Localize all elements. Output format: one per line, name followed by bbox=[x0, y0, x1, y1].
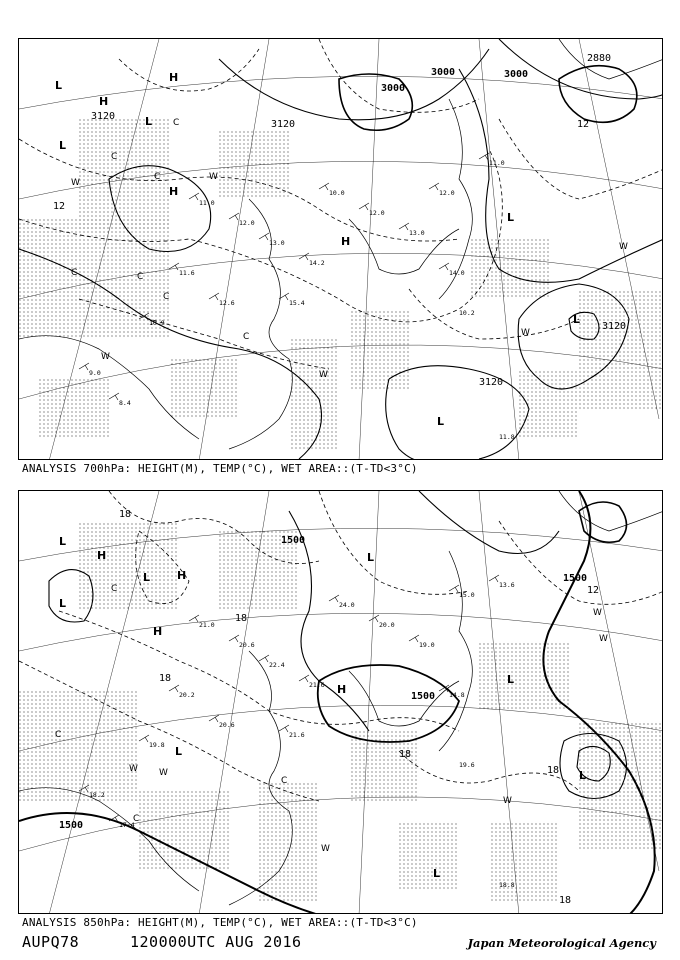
svg-text:13.0: 13.0 bbox=[409, 229, 425, 237]
svg-text:20.2: 20.2 bbox=[179, 691, 195, 699]
high-center: H bbox=[177, 569, 187, 582]
svg-text:17.4: 17.4 bbox=[119, 821, 135, 829]
warm-mark: W bbox=[159, 768, 168, 778]
svg-text:11.0: 11.0 bbox=[199, 199, 215, 207]
warm-mark: W bbox=[619, 242, 628, 252]
high-center: H bbox=[169, 71, 179, 84]
low-center: L bbox=[59, 597, 67, 610]
low-center: L bbox=[573, 313, 581, 326]
svg-text:9.0: 9.0 bbox=[89, 369, 101, 377]
low-center: L bbox=[55, 79, 63, 92]
svg-text:15.4: 15.4 bbox=[289, 299, 305, 307]
cold-mark: C bbox=[71, 268, 78, 278]
temp-label: 18 bbox=[235, 613, 248, 624]
svg-text:10.2: 10.2 bbox=[459, 309, 475, 317]
height-label: 3120 bbox=[602, 321, 627, 332]
height-label: 1500 bbox=[59, 820, 84, 831]
panel-caption-700hpa: ANALYSIS 700hPa: HEIGHT(M), TEMP(°C), WET AREA::(T-TD<3°C) bbox=[22, 462, 418, 475]
warm-mark: W bbox=[101, 352, 110, 362]
temp-label: 12 bbox=[577, 119, 590, 130]
map-panel-700hpa bbox=[18, 38, 663, 460]
temp-label: 18 bbox=[399, 749, 412, 760]
cold-mark: C bbox=[243, 332, 250, 342]
svg-text:24.0: 24.0 bbox=[339, 601, 355, 609]
svg-text:11.8: 11.8 bbox=[499, 433, 515, 441]
svg-text:8.4: 8.4 bbox=[119, 399, 131, 407]
warm-mark: W bbox=[209, 172, 218, 182]
svg-text:22.4: 22.4 bbox=[269, 661, 285, 669]
low-center: L bbox=[507, 211, 515, 224]
svg-text:12.0: 12.0 bbox=[439, 189, 455, 197]
temp-label: 12 bbox=[587, 585, 600, 596]
svg-text:18.2: 18.2 bbox=[89, 791, 105, 799]
valid-time: 120000UTC AUG 2016 bbox=[130, 933, 302, 951]
high-center: H bbox=[97, 549, 107, 562]
cold-mark: C bbox=[173, 118, 180, 128]
svg-text:12.0: 12.0 bbox=[369, 209, 385, 217]
temp-label: 18 bbox=[547, 765, 560, 776]
warm-mark: W bbox=[319, 370, 328, 380]
height-label: 3120 bbox=[271, 119, 296, 130]
high-center: H bbox=[169, 185, 179, 198]
svg-text:11.6: 11.6 bbox=[179, 269, 195, 277]
warm-mark: W bbox=[521, 328, 530, 338]
height-label: 3120 bbox=[479, 377, 504, 388]
svg-text:20.0: 20.0 bbox=[379, 621, 395, 629]
warm-mark: W bbox=[71, 178, 80, 188]
warm-mark: W bbox=[129, 764, 138, 774]
cold-mark: C bbox=[55, 730, 62, 740]
cold-mark: C bbox=[111, 584, 118, 594]
temp-label: 18 bbox=[119, 509, 132, 520]
svg-text:19.8: 19.8 bbox=[149, 741, 165, 749]
high-center: H bbox=[99, 95, 109, 108]
low-center: L bbox=[59, 535, 67, 548]
low-center: L bbox=[175, 745, 183, 758]
height-label: 3000 bbox=[381, 83, 406, 94]
svg-text:14.8: 14.8 bbox=[449, 691, 465, 699]
svg-text:10.0: 10.0 bbox=[329, 189, 345, 197]
temp-label: 18 bbox=[559, 895, 572, 906]
low-center: L bbox=[59, 139, 67, 152]
wet-area-stipple bbox=[19, 119, 663, 449]
map-700hpa bbox=[19, 39, 663, 460]
cold-mark: C bbox=[137, 272, 144, 282]
svg-text:19.0: 19.0 bbox=[419, 641, 435, 649]
cold-mark: C bbox=[111, 152, 118, 162]
low-center: L bbox=[507, 673, 515, 686]
temp-label: 12 bbox=[53, 201, 66, 212]
high-center: H bbox=[153, 625, 163, 638]
cold-mark: C bbox=[163, 292, 170, 302]
svg-text:18.8: 18.8 bbox=[499, 881, 515, 889]
cold-mark: C bbox=[133, 814, 140, 824]
svg-text:20.6: 20.6 bbox=[239, 641, 255, 649]
warm-mark: W bbox=[503, 796, 512, 806]
svg-text:21.6: 21.6 bbox=[309, 681, 325, 689]
svg-text:10.9: 10.9 bbox=[149, 319, 165, 327]
height-label: 1500 bbox=[281, 535, 306, 546]
warm-mark: W bbox=[593, 608, 602, 618]
low-center: L bbox=[437, 415, 445, 428]
height-label: 1500 bbox=[563, 573, 588, 584]
height-label: 3000 bbox=[431, 67, 456, 78]
high-center: H bbox=[337, 683, 347, 696]
low-center: L bbox=[579, 769, 587, 782]
svg-text:14.2: 14.2 bbox=[309, 259, 325, 267]
temp-label: 18 bbox=[159, 673, 172, 684]
agency-credit: Japan Meteorological Agency bbox=[467, 936, 656, 950]
chart-code: AUPQ78 bbox=[22, 933, 80, 951]
cold-mark: C bbox=[281, 776, 288, 786]
height-label: 1500 bbox=[411, 691, 436, 702]
high-center: H bbox=[341, 235, 351, 248]
svg-text:21.0: 21.0 bbox=[199, 621, 215, 629]
svg-text:14.0: 14.0 bbox=[449, 269, 465, 277]
low-center: L bbox=[367, 551, 375, 564]
cold-mark: C bbox=[154, 172, 161, 182]
panel-caption-850hpa: ANALYSIS 850hPa: HEIGHT(M), TEMP(°C), WET AREA::(T-TD<3°C) bbox=[22, 916, 418, 929]
warm-mark: W bbox=[321, 844, 330, 854]
low-center: L bbox=[145, 115, 153, 128]
height-label: 3000 bbox=[504, 69, 529, 80]
height-label: 3120 bbox=[91, 111, 116, 122]
svg-text:11.0: 11.0 bbox=[489, 159, 505, 167]
svg-text:21.6: 21.6 bbox=[289, 731, 305, 739]
svg-text:12.6: 12.6 bbox=[219, 299, 235, 307]
svg-text:20.6: 20.6 bbox=[219, 721, 235, 729]
low-center: L bbox=[143, 571, 151, 584]
svg-text:13.0: 13.0 bbox=[269, 239, 285, 247]
map-850hpa bbox=[19, 491, 663, 914]
svg-text:15.0: 15.0 bbox=[459, 591, 475, 599]
svg-text:19.6: 19.6 bbox=[459, 761, 475, 769]
svg-text:13.6: 13.6 bbox=[499, 581, 515, 589]
warm-mark: W bbox=[599, 634, 608, 644]
map-panel-850hpa bbox=[18, 490, 663, 914]
low-center: L bbox=[433, 867, 441, 880]
svg-text:12.0: 12.0 bbox=[239, 219, 255, 227]
height-label: 2880 bbox=[587, 53, 612, 64]
